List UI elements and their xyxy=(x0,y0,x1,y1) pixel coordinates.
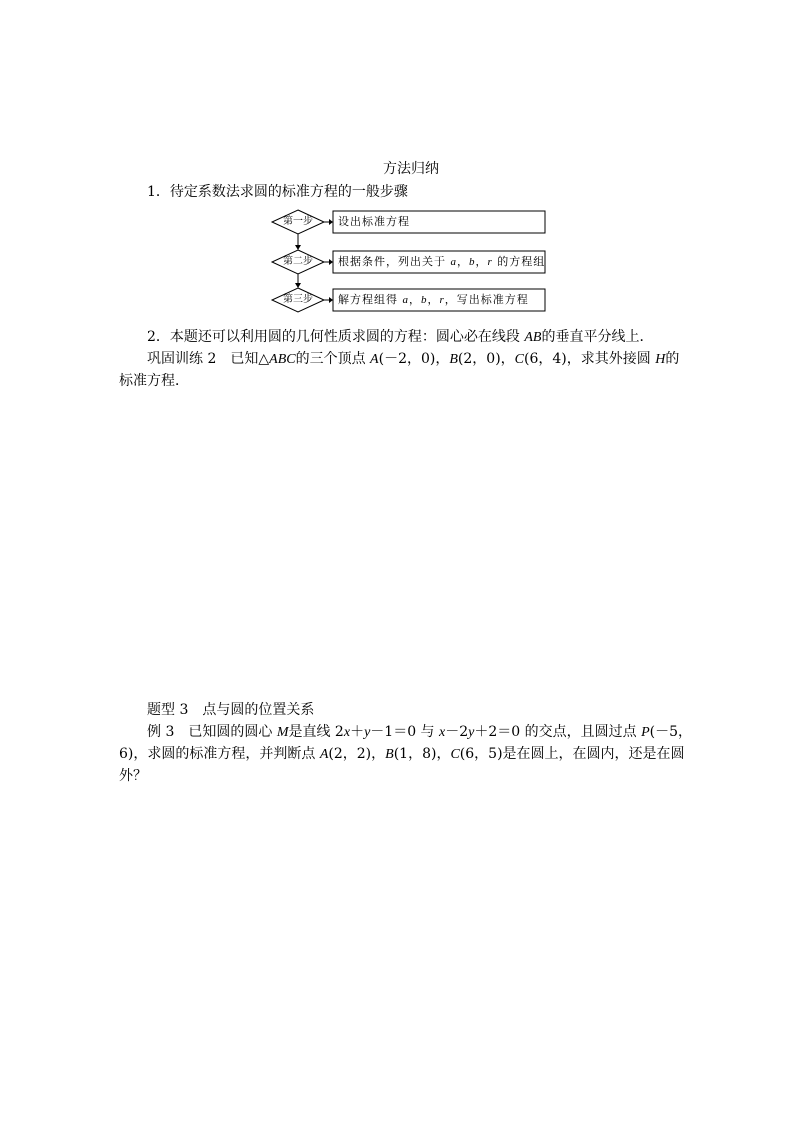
section-title: 方法归纳 xyxy=(383,161,439,177)
step2-text: 根据条件，列出关于 a，b，r 的方程组 xyxy=(338,255,546,268)
step3-text: 解方程组得 a，b，r，写出标准方程 xyxy=(338,293,529,306)
solving-steps-flowchart xyxy=(268,205,558,317)
step2-label: 第二步 xyxy=(283,256,313,267)
step3-label: 第三步 xyxy=(283,294,313,305)
example-3-line3: 外？ xyxy=(119,768,147,784)
step1-label: 第一步 xyxy=(283,216,313,227)
example-3-line2: 6)，求圆的标准方程，并判断点 A(2，2)，B(1，8)，C(6，5)是在圆上，在圆内，还是在圆 xyxy=(119,746,685,762)
method-point-1: 1．待定系数法求圆的标准方程的一般步骤 xyxy=(147,184,408,200)
topic-3-heading: 题型 3 点与圆的位置关系 xyxy=(147,702,315,718)
example-3-line1: 例 3 已知圆的圆心 M是直线 2x＋y－1＝0 与 x－2y＋2＝0 的交点，且圆过点 P(－5， xyxy=(147,724,693,740)
method-point-2: 2．本题还可以利用圆的几何性质求圆的方程：圆心必在线段 AB的垂直平分线上． xyxy=(147,329,654,345)
exercise-2-line1: 巩固训练 2 已知△ABC的三个顶点 A(－2，0)，B(2，0)，C(6，4)，求其外接圆 H的 xyxy=(147,351,680,367)
step1-text: 设出标准方程 xyxy=(338,215,410,228)
exercise-2-line2: 标准方程． xyxy=(119,373,189,389)
